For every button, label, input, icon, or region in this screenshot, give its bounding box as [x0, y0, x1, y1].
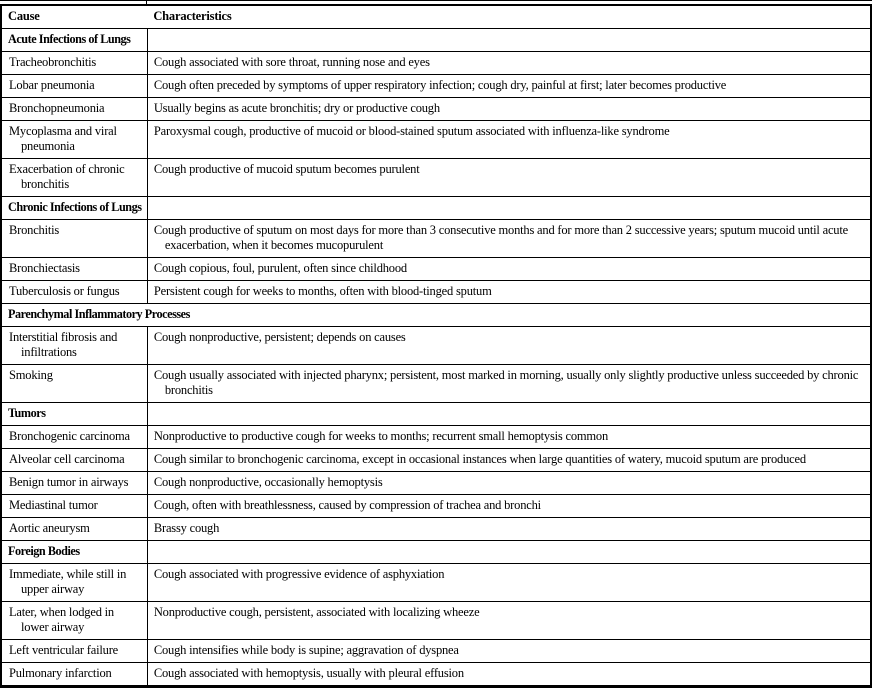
characteristics-cell: Nonproductive to productive cough for weeks to months; recurrent small hemoptysis common [147, 426, 871, 449]
table-row [1, 159, 871, 197]
characteristics-cell: Brassy cough [147, 518, 871, 541]
characteristics-cell: Paroxysmal cough, productive of mucoid or blood-stained sputum associated with influenza-like syndrome [147, 121, 871, 159]
characteristics-cell: Cough often preceded by symptoms of upper respiratory infection; cough dry, painful at first; later becomes productive [147, 75, 871, 98]
table-row [1, 495, 871, 518]
characteristics-cell: Persistent cough for weeks to months, often with blood-tinged sputum [147, 281, 871, 304]
table-body [1, 29, 871, 687]
characteristics-cell: Cough similar to bronchogenic carcinoma, except in occasional instances when large quantities of watery, mucoid sputum are produced [147, 449, 871, 472]
section-title: Foreign Bodies [1, 541, 147, 564]
cause-cell: Interstitial fibrosis and infiltrations [1, 327, 147, 365]
section-title: Tumors [1, 403, 147, 426]
cause-cell: Bronchopneumonia [1, 98, 147, 121]
table-row [1, 449, 871, 472]
characteristics-cell: Cough associated with sore throat, running nose and eyes [147, 52, 871, 75]
empty-cell [147, 197, 871, 220]
table-row [1, 121, 871, 159]
table-row [1, 327, 871, 365]
cause-cell: Mediastinal tumor [1, 495, 147, 518]
characteristics-cell: Cough associated with progressive evidence of asphyxiation [147, 564, 871, 602]
cause-cell: Exacerbation of chronic bronchitis [1, 159, 147, 197]
characteristics-cell: Nonproductive cough, persistent, associated with localizing wheeze [147, 602, 871, 640]
empty-cell [147, 541, 871, 564]
table-row [1, 75, 871, 98]
cause-cell: Bronchitis [1, 220, 147, 258]
characteristics-cell: Cough usually associated with injected pharynx; persistent, most marked in morning, usually only slightly productive unless succeeded by chronic bronchitis [147, 365, 871, 403]
cause-cell: Lobar pneumonia [1, 75, 147, 98]
characteristics-cell: Cough copious, foul, purulent, often since childhood [147, 258, 871, 281]
table-row [1, 365, 871, 403]
section-row [1, 403, 871, 426]
cough-causes-table [0, 4, 872, 688]
section-row [1, 541, 871, 564]
characteristics-cell: Cough intensifies while body is supine; aggravation of dyspnea [147, 640, 871, 663]
table-row [1, 640, 871, 663]
characteristics-cell: Cough associated with hemoptysis, usually with pleural effusion [147, 663, 871, 687]
table-row [1, 518, 871, 541]
cause-cell: Smoking [1, 365, 147, 403]
characteristics-cell: Cough nonproductive, persistent; depends on causes [147, 327, 871, 365]
table-row [1, 472, 871, 495]
characteristics-cell: Cough nonproductive, occasionally hemoptysis [147, 472, 871, 495]
section-row [1, 304, 871, 327]
section-row [1, 29, 871, 52]
column-header-characteristics: Characteristics [147, 5, 871, 29]
section-title: Parenchymal Inflammatory Processes [1, 304, 871, 327]
cause-cell: Mycoplasma and viral pneumonia [1, 121, 147, 159]
cause-cell: Alveolar cell carcinoma [1, 449, 147, 472]
cause-cell: Pulmonary infarction [1, 663, 147, 687]
table-row [1, 220, 871, 258]
cause-cell: Bronchogenic carcinoma [1, 426, 147, 449]
cause-cell: Immediate, while still in upper airway [1, 564, 147, 602]
table-row [1, 281, 871, 304]
cause-cell: Later, when lodged in lower airway [1, 602, 147, 640]
cause-cell: Aortic aneurysm [1, 518, 147, 541]
top-crop-rule [0, 0, 872, 1]
characteristics-cell: Cough productive of mucoid sputum becomes purulent [147, 159, 871, 197]
cause-cell: Tracheobronchitis [1, 52, 147, 75]
empty-cell [147, 29, 871, 52]
table-row [1, 663, 871, 687]
characteristics-cell: Cough, often with breathlessness, caused by compression of trachea and bronchi [147, 495, 871, 518]
table-row [1, 52, 871, 75]
section-title: Chronic Infections of Lungs [1, 197, 147, 220]
empty-cell [147, 403, 871, 426]
section-title: Acute Infections of Lungs [1, 29, 147, 52]
cause-cell: Benign tumor in airways [1, 472, 147, 495]
cause-cell: Tuberculosis or fungus [1, 281, 147, 304]
table-row [1, 564, 871, 602]
cause-cell: Bronchiectasis [1, 258, 147, 281]
table-row [1, 426, 871, 449]
header-row [1, 5, 871, 29]
column-header-cause: Cause [1, 5, 147, 29]
characteristics-cell: Usually begins as acute bronchitis; dry or productive cough [147, 98, 871, 121]
table-row [1, 258, 871, 281]
characteristics-cell: Cough productive of sputum on most days for more than 3 consecutive months and for more than 2 successive years; sputum mucoid until acute exacerbation, when it becomes mucopurulent [147, 220, 871, 258]
table-row [1, 98, 871, 121]
table-row [1, 602, 871, 640]
cause-cell: Left ventricular failure [1, 640, 147, 663]
section-row [1, 197, 871, 220]
